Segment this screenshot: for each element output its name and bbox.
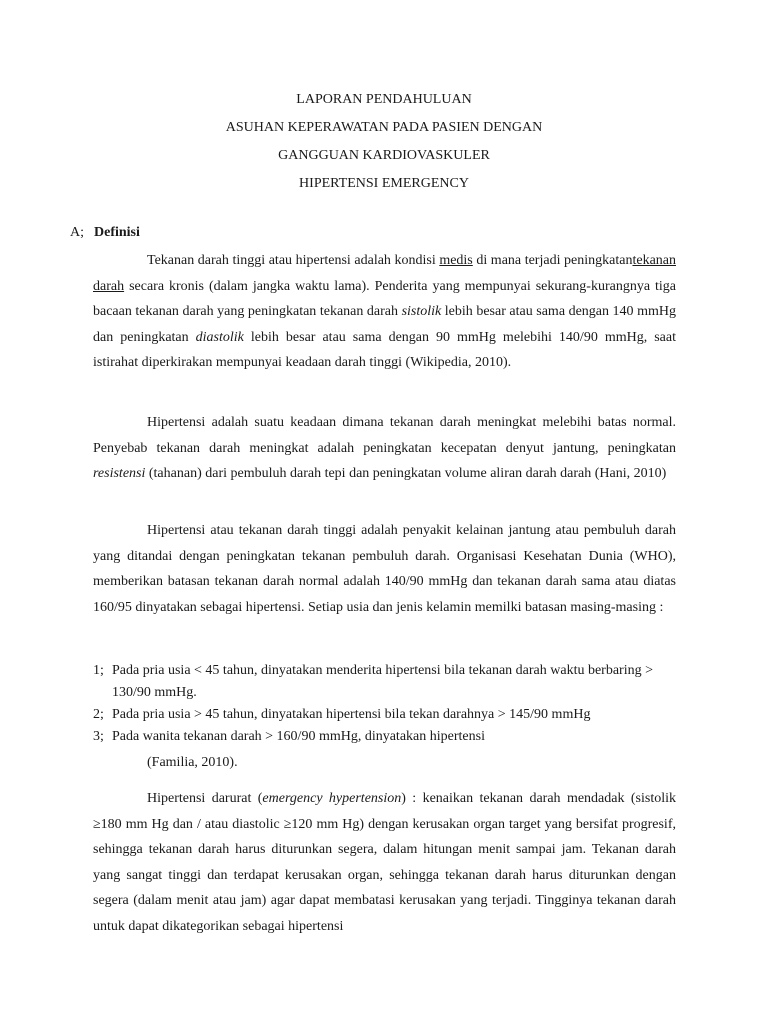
section-heading bbox=[70, 225, 140, 241]
para2-text-2: (tahanan) dari pembuluh darah tepi dan peningkatan volume aliran darah darah (Hani, 2010) bbox=[145, 466, 667, 481]
list-item-text: Pada wanita tekanan darah > 160/90 mmHg, dinyatakan hipertensi bbox=[112, 729, 485, 744]
title-line-2: ASUHAN KEPERAWATAN PADA PASIEN DENGAN bbox=[225, 120, 543, 135]
title-line-1: LAPORAN PENDAHULUAN bbox=[296, 92, 472, 107]
para1-text-4: lebih besar atau sama dengan 140 mmHg dan peningkatan bbox=[93, 304, 676, 345]
document-title bbox=[0, 86, 768, 198]
list-item bbox=[93, 660, 678, 704]
paragraph-emergency-hypertension bbox=[93, 786, 676, 939]
para2-emphasis-resistensi: resistensi bbox=[93, 466, 146, 481]
section-number: A; bbox=[70, 225, 84, 240]
criteria-list bbox=[93, 660, 678, 748]
para5-text-2: ) : kenaikan tekanan darah mendadak (sistolik ≥180 mm Hg dan / atau diastolic ≥120 mm Hg) dengan kerusakan organ target yang bersifat progresif, sehingga tekanan darah harus diturunkan segera, dalam hitungan menit sampai jam. Tekanan darah yang sangat tinggi dan terdapat kerusakan organ, sehingga tekanan darah harus diturunkan dengan segera (dalam menit atau jam) agar dapat membatasi kerusakan yang terjadi. Tingginya tekanan darah untuk dapat dikategorikan sebagai hipertensi bbox=[93, 791, 676, 934]
section-title: Definisi bbox=[94, 225, 140, 240]
citation-familia: (Familia, 2010). bbox=[147, 755, 238, 770]
para2-text-1: Hipertensi adalah suatu keadaan dimana tekanan darah meningkat melebihi batas normal. Penyebab tekanan darah meningkat adalah peningkatan kecepatan denyut jantung, peningkatan bbox=[93, 415, 676, 456]
list-item-text: Pada pria usia < 45 tahun, dinyatakan menderita hipertensi bila tekanan darah waktu berbaring > 130/90 mmHg. bbox=[112, 663, 653, 700]
paragraph-definition-2 bbox=[93, 410, 676, 487]
para5-text-1: Hipertensi darurat ( bbox=[147, 791, 263, 806]
list-item-text: Pada pria usia > 45 tahun, dinyatakan hipertensi bila tekan darahnya > 145/90 mmHg bbox=[112, 707, 591, 722]
para1-text-3: secara kronis (dalam jangka waktu lama). Penderita yang mempunyai sekurang-kurangnya tiga bacaan tekanan darah yang peningkatan tekanan darah bbox=[93, 278, 676, 319]
para1-text-1: Tekanan darah tinggi atau hipertensi adalah kondisi bbox=[147, 253, 440, 268]
link-medis[interactable]: medis bbox=[439, 253, 473, 268]
list-item bbox=[93, 726, 678, 748]
title-line-3: GANGGUAN KARDIOVASKULER bbox=[278, 148, 490, 163]
para1-emphasis-diastolik: diastolik bbox=[195, 329, 244, 345]
list-item bbox=[93, 704, 678, 726]
link-tekanan-darah[interactable]: tekanan darah bbox=[93, 253, 676, 294]
para1-text-5: lebih besar atau sama dengan 90 mmHg melebihi 140/90 mmHg, saat istirahat diperkirakan mempunyai keadaan darah tinggi (Wikipedia, 2010). bbox=[93, 329, 677, 370]
paragraph-definition-1 bbox=[93, 248, 676, 376]
para1-emphasis-sistolik: sistolik bbox=[401, 304, 442, 319]
para1-text-2: di mana terjadi peningkatan bbox=[472, 253, 633, 268]
para3-text: Hipertensi atau tekanan darah tinggi adalah penyakit kelainan jantung atau pembuluh darah yang ditandai dengan peningkatan tekanan pembuluh darah. Organisasi Kesehatan Dunia (WHO), memberikan batasan tekanan darah normal adalah 140/90 mmHg dan tekanan darah sama atau diatas 160/95 dinyatakan sebagai hipertensi. Setiap usia dan jenis kelamin memilki batasan masing-masing : bbox=[93, 523, 676, 615]
title-line-4: HIPERTENSI EMERGENCY bbox=[299, 176, 469, 191]
list-item-number: 2; bbox=[93, 707, 104, 722]
list-item-number: 3; bbox=[93, 729, 104, 744]
list-item-number: 1; bbox=[93, 663, 104, 678]
paragraph-definition-3 bbox=[93, 518, 676, 620]
para5-emphasis-emergency: emergency hypertension bbox=[262, 791, 402, 806]
